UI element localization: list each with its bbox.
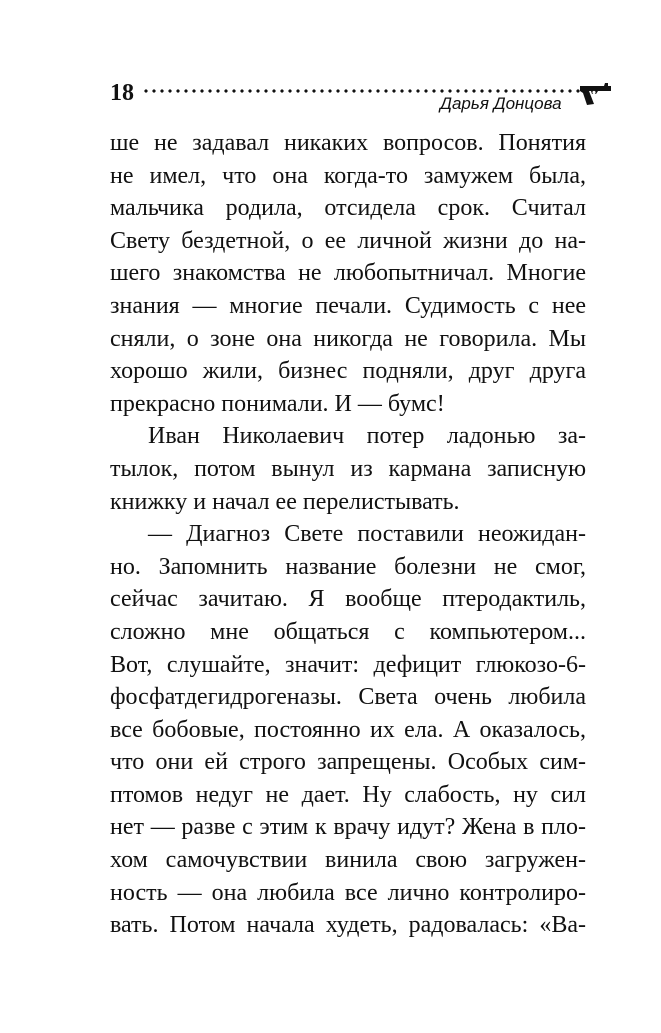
text-line: сейчас зачитаю. Я вообще птеродактиль, [110,586,586,613]
text-line: но. Запомнить название болезни не смог, [110,553,586,580]
text-line: нет — разве с этим к врачу идут? Жена в пло- [110,814,586,841]
text-line: сняли, о зоне она никогда не говорила. Мы [110,325,586,352]
page-number: 18 [110,80,134,106]
text-line: знания — многие печали. Судимость с нее [110,292,586,319]
text-line: ность — она любила все лично контролиро- [110,879,586,906]
text-line: вать. Потом начала худеть, радовалась: «Ва- [110,912,586,939]
text-line: — Диагноз Свете поставили неожидан- [148,521,586,548]
text-line: мальчика родила, отсидела срок. Считал [110,195,586,222]
text-line: книжку и начал ее перелистывать. [110,488,460,515]
text-line: Иван Николаевич потер ладонью за- [148,423,586,450]
text-line: Свету бездетной, о ее личной жизни до на- [110,227,586,254]
text-line: что они ей строго запрещены. Особых сим- [110,749,586,776]
running-head-author: Дарья Донцова [440,94,562,113]
text-line: птомов недуг не дает. Ну слабость, ну сил [110,781,586,808]
text-line: тылок, потом вынул из кармана записную [110,455,586,482]
text-line: хом самочувствии винила свою загружен- [110,847,586,874]
text-line: Вот, слушайте, значит: дефицит глюкозо-6- [110,651,586,678]
text-line: прекрасно понимали. И — бумс! [110,390,445,417]
text-line: не имел, что она когда-то замужем была, [110,162,586,189]
page-header [110,78,610,114]
text-line: сложно мне общаться с компьютером... [110,618,586,645]
text-line: все бобовые, постоянно их ела. А оказалось, [110,716,586,743]
revolver-icon [578,80,614,106]
text-line: хорошо жили, бизнес подняли, друг друга [110,358,586,385]
text-line: шего знакомства не любопытничал. Многие [110,260,586,287]
text-line: ше не задавал никаких вопросов. Понятия [110,130,586,156]
body-text [110,127,586,942]
dotted-rule [142,89,588,93]
text-line: фосфатдегидрогеназы. Света очень любила [110,684,586,711]
